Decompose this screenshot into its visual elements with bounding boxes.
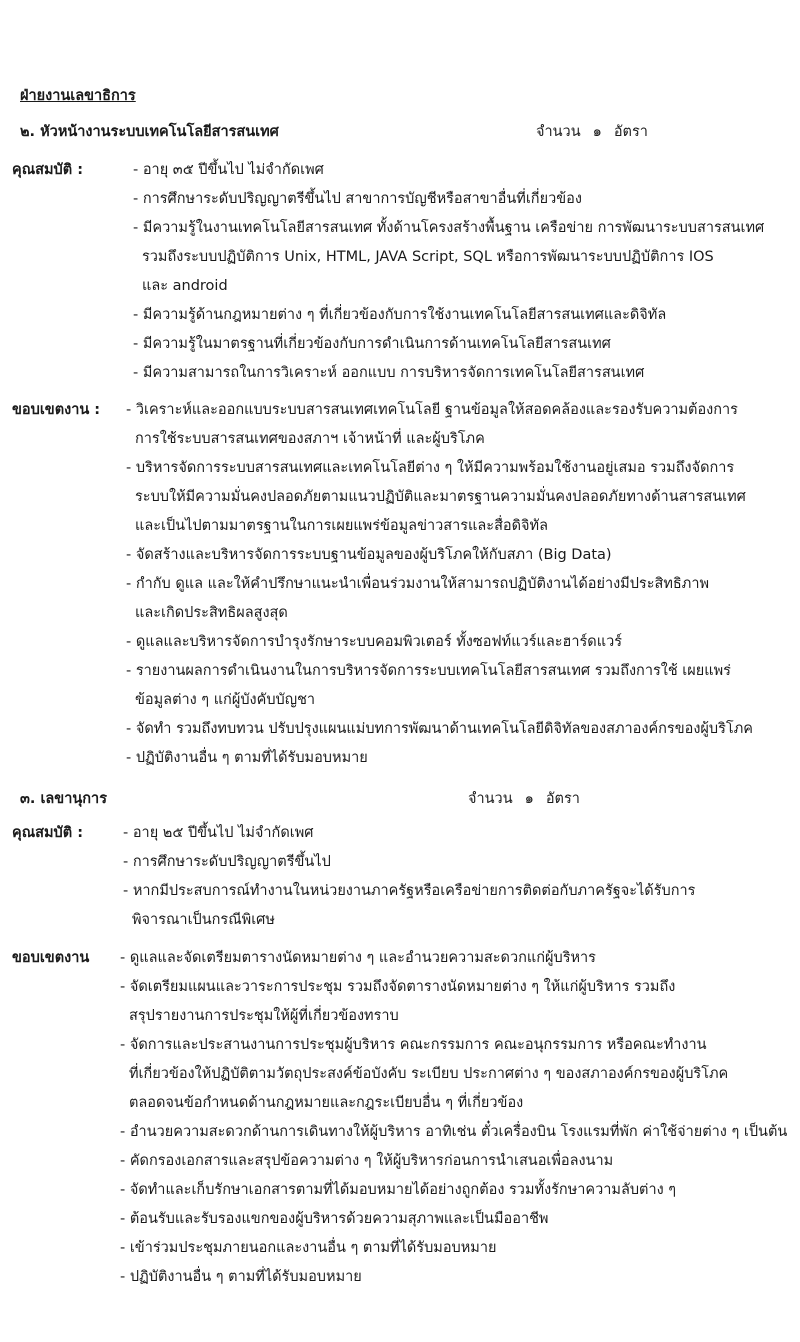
list-item (126, 396, 753, 454)
list-item (126, 657, 753, 715)
list-item (120, 1147, 787, 1176)
list-item-line: สรุปรายงานการประชุมให้ผู้ที่เกี่ยวข้องทราบ (129, 1008, 399, 1024)
list-item (133, 330, 764, 359)
list-item-line: - มีความสามารถในการวิเคราะห์ ออกแบบ การบริหารจัดการเทคโนโลยีสารสนเทศ (133, 365, 645, 381)
list-item (133, 156, 764, 185)
list-item-line: - จัดทำและเก็บรักษาเอกสารตามที่ได้มอบหมายได้อย่างถูกต้อง รวมทั้งรักษาความลับต่าง ๆ (120, 1182, 677, 1198)
qualifications-list (133, 156, 764, 388)
list-item-line: - จัดทำ รวมถึงทบทวน ปรับปรุงแผนแม่บทการพัฒนาด้านเทคโนโลยีดิจิทัลของสภาองค์กรของผู้บริโภค (126, 721, 753, 737)
list-item (133, 214, 764, 301)
list-item-line: - บริหารจัดการระบบสารสนเทศและเทคโนโลยีต่าง ๆ ให้มีความพร้อมใช้งานอยู่เสมอ รวมถึงจัดการ (126, 460, 735, 476)
list-item-line: การใช้ระบบสารสนเทศของสภาฯ เจ้าหน้าที่ และผู้บริโภค (135, 431, 485, 447)
list-item (120, 1263, 787, 1292)
list-item-line: และเกิดประสิทธิผลสูงสุด (135, 605, 288, 621)
list-item (133, 301, 764, 330)
count-value: ๑ (592, 124, 602, 140)
scope-list (126, 396, 753, 773)
list-item (126, 570, 753, 628)
list-item (123, 819, 695, 848)
list-item-line: - ปฏิบัติงานอื่น ๆ ตามที่ได้รับมอบหมาย (126, 750, 368, 766)
list-item (120, 1234, 787, 1263)
list-item-line: - การศึกษาระดับปริญญาตรีขึ้นไป (123, 854, 331, 870)
list-item-line: - ปฏิบัติงานอื่น ๆ ตามที่ได้รับมอบหมาย (120, 1269, 362, 1285)
list-item-line: ระบบให้มีความมั่นคงปลอดภัยตามแนวปฏิบัติและมาตรฐานความมั่นคงปลอดภัยทางด้านสารสนเทศ (135, 489, 746, 505)
list-item-line: - คัดกรองเอกสารและสรุปข้อความต่าง ๆ ให้ผู้บริหารก่อนการนำเสนอเพื่อลงนาม (120, 1153, 614, 1169)
list-item (120, 973, 787, 1031)
list-item-line: - จัดสร้างและบริหารจัดการระบบฐานข้อมูลของผู้บริโภคให้กับสภา (Big Data) (126, 547, 612, 563)
list-item (120, 1031, 787, 1118)
list-item-line: - จัดเตรียมแผนและวาระการประชุม รวมถึงจัดตารางนัดหมายต่าง ๆ ให้แก่ผู้บริหาร รวมถึง (120, 979, 676, 995)
position-count (468, 787, 592, 810)
list-item (120, 1118, 787, 1147)
list-item-line: - วิเคราะห์และออกแบบระบบสารสนเทศเทคโนโลยี ฐานข้อมูลให้สอดคล้องและรองรับความต้องการ (126, 402, 738, 418)
scope-label: ขอบเขตงาน : (12, 402, 101, 418)
list-item-line: - มีความรู้ในงานเทคโนโลยีสารสนเทศ ทั้งด้านโครงสร้างพื้นฐาน เครือข่าย การพัฒนาระบบสารสนเทศ (133, 220, 765, 236)
list-item-line: - การศึกษาระดับปริญญาตรีขึ้นไป สาขาการบัญชีหรือสาขาอื่นที่เกี่ยวข้อง (133, 191, 582, 207)
list-item (133, 185, 764, 214)
list-item-line: - ต้อนรับและรับรองแขกของผู้บริหารด้วยความสุภาพและเป็นมืออาชีพ (120, 1211, 549, 1227)
list-item (123, 848, 695, 877)
list-item-line: - ดูแลและจัดเตรียมตารางนัดหมายต่าง ๆ และอำนวยความสะดวกแก่ผู้บริหาร (120, 950, 596, 966)
qualifications-label: คุณสมบัติ : (12, 162, 84, 178)
list-item-line: - ดูแลและบริหารจัดการบำรุงรักษาระบบคอมพิวเตอร์ ทั้งซอฟท์แวร์และฮาร์ดแวร์ (126, 634, 623, 650)
list-item-line: - จัดการและประสานงานการประชุมผู้บริหาร คณะกรรมการ คณะอนุกรรมการ หรือคณะทำงาน (120, 1037, 707, 1053)
qualifications-list (123, 819, 695, 935)
list-item-line: - หากมีประสบการณ์ทำงานในหน่วยงานภาครัฐหรือเครือข่ายการติดต่อกับภาครัฐจะได้รับการ (123, 883, 696, 899)
position-count (536, 120, 660, 143)
list-item-line: รวมถึงระบบปฏิบัติการ Unix, HTML, JAVA Script, SQL หรือการพัฒนาระบบปฏิบัติการ IOS (142, 249, 714, 265)
department-heading: ฝ่ายงานเลขาธิการ (20, 88, 136, 104)
count-label: จำนวน (536, 124, 581, 140)
list-item-line: พิจารณาเป็นกรณีพิเศษ (132, 912, 275, 928)
list-item-line: - อายุ ๒๕ ปีขึ้นไป ไม่จำกัดเพศ (123, 825, 314, 841)
list-item-line: - อายุ ๓๕ ปีขึ้นไป ไม่จำกัดเพศ (133, 162, 324, 178)
count-label: จำนวน (468, 791, 513, 807)
count-unit: อัตรา (613, 124, 648, 140)
count-value: ๑ (524, 791, 534, 807)
list-item (126, 715, 753, 744)
position-title: ๓. เลขานุการ (20, 791, 107, 807)
scope-label: ขอบเขตงาน (12, 950, 90, 966)
list-item-line: ตลอดจนข้อกำหนดด้านกฎหมายและกฎระเบียบอื่น ๆ ที่เกี่ยวข้อง (129, 1095, 524, 1111)
position-title: ๒. หัวหน้างานระบบเทคโนโลยีสารสนเทศ (20, 124, 279, 140)
list-item-line: - มีความรู้ด้านกฎหมายต่าง ๆ ที่เกี่ยวข้องกับการใช้งานเทคโนโลยีสารสนเทศและดิจิทัล (133, 307, 667, 323)
list-item (126, 744, 753, 773)
list-item (120, 1205, 787, 1234)
list-item-line: ที่เกี่ยวข้องให้ปฏิบัติตามวัตถุประสงค์ข้อบังคับ ระเบียบ ประกาศต่าง ๆ ของสภาองค์กรของผู้บริโภค (129, 1066, 729, 1082)
list-item-line: และเป็นไปตามมาตรฐานในการเผยแพร่ข้อมูลข่าวสารและสื่อดิจิทัล (135, 518, 548, 534)
count-unit: อัตรา (545, 791, 580, 807)
qualifications-label: คุณสมบัติ : (12, 825, 84, 841)
list-item-line: - กำกับ ดูแล และให้คำปรึกษาแนะนำเพื่อนร่วมงานให้สามารถปฏิบัติงานได้อย่างมีประสิทธิภาพ (126, 576, 710, 592)
list-item-line: - มีความรู้ในมาตรฐานที่เกี่ยวข้องกับการดำเนินการด้านเทคโนโลยีสารสนเทศ (133, 336, 611, 352)
scope-list (120, 944, 787, 1292)
list-item (126, 628, 753, 657)
list-item (133, 359, 764, 388)
list-item-line: - รายงานผลการดำเนินงานในการบริหารจัดการระบบเทคโนโลยีสารสนเทศ รวมถึงการใช้ เผยแพร่ (126, 663, 731, 679)
list-item (126, 454, 753, 541)
list-item-line: และ android (142, 278, 228, 294)
list-item-line: - อำนวยความสะดวกด้านการเดินทางให้ผู้บริหาร อาทิเช่น ตั๋วเครื่องบิน โรงแรมที่พัก ค่าใช้จ่ายต่าง ๆ เป็นต้น (120, 1124, 788, 1140)
list-item-line: ข้อมูลต่าง ๆ แก่ผู้บังคับบัญชา (135, 692, 316, 708)
list-item (120, 1176, 787, 1205)
list-item (120, 944, 787, 973)
list-item-line: - เข้าร่วมประชุมภายนอกและงานอื่น ๆ ตามที่ได้รับมอบหมาย (120, 1240, 497, 1256)
list-item (126, 541, 753, 570)
list-item (123, 877, 695, 935)
